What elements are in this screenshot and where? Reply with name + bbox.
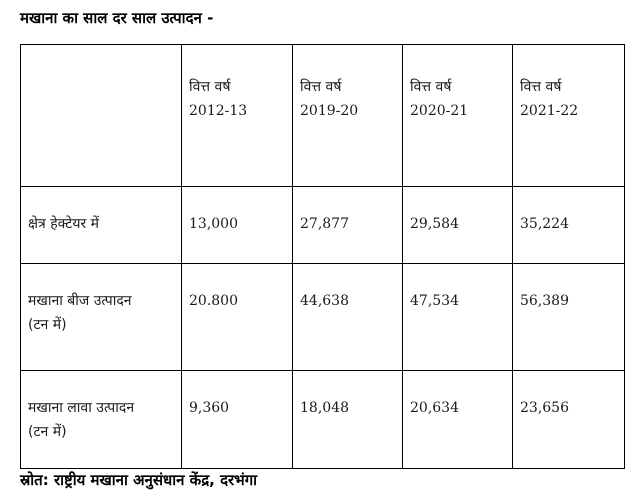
cell-value: 44,638 (300, 293, 349, 309)
row-label-cell (21, 187, 182, 264)
row-label-cell (21, 264, 182, 371)
page-title: मखाना का साल दर साल उत्पादन - (20, 9, 214, 27)
cell-value: 20,634 (410, 400, 459, 416)
table-cell (513, 187, 625, 264)
table-cell (182, 264, 293, 371)
table-cell (403, 371, 513, 469)
table-header-row (21, 45, 625, 187)
table-cell (182, 187, 293, 264)
row-label: मखाना बीज उत्पादन (28, 293, 132, 309)
header-cell-2019-20 (293, 45, 403, 187)
header-year: 2020-21 (410, 103, 469, 119)
row-unit: (टन में) (28, 317, 67, 333)
header-label: वित्त वर्ष (520, 79, 562, 95)
table-cell (403, 264, 513, 371)
cell-value: 29,584 (410, 216, 459, 232)
header-year: 2019-20 (300, 103, 359, 119)
header-year: 2012-13 (189, 103, 248, 119)
table-cell (293, 187, 403, 264)
table-cell (403, 187, 513, 264)
cell-value: 9,360 (189, 400, 230, 416)
row-label: क्षेत्र हेक्टेयर में (28, 216, 100, 232)
row-unit: (टन में) (28, 424, 67, 440)
table-cell (513, 371, 625, 469)
row-label: मखाना लावा उत्पादन (28, 400, 135, 416)
cell-value: 56,389 (520, 293, 569, 309)
header-cell-2020-21 (403, 45, 513, 187)
table-cell (293, 371, 403, 469)
cell-value: 20.800 (189, 293, 238, 309)
cell-value: 18,048 (300, 400, 349, 416)
source-note: स्रोत: राष्ट्रीय मखाना अनुसंधान केंद्र, दरभंगा (20, 471, 258, 489)
cell-value: 27,877 (300, 216, 349, 232)
header-cell-2012-13 (182, 45, 293, 187)
header-label: वित्त वर्ष (189, 79, 231, 95)
table-row-seed-production (21, 264, 625, 371)
cell-value: 23,656 (520, 400, 569, 416)
header-empty-cell (21, 45, 182, 187)
header-label: वित्त वर्ष (410, 79, 452, 95)
table-row-area (21, 187, 625, 264)
cell-value: 47,534 (410, 293, 459, 309)
table-cell (182, 371, 293, 469)
header-year: 2021-22 (520, 103, 579, 119)
cell-value: 35,224 (520, 216, 569, 232)
table-cell (293, 264, 403, 371)
cell-value: 13,000 (189, 216, 238, 232)
header-cell-2021-22 (513, 45, 625, 187)
table-row-lava-production (21, 371, 625, 469)
table-cell (513, 264, 625, 371)
production-table (20, 44, 625, 469)
row-label-cell (21, 371, 182, 469)
header-label: वित्त वर्ष (300, 79, 342, 95)
